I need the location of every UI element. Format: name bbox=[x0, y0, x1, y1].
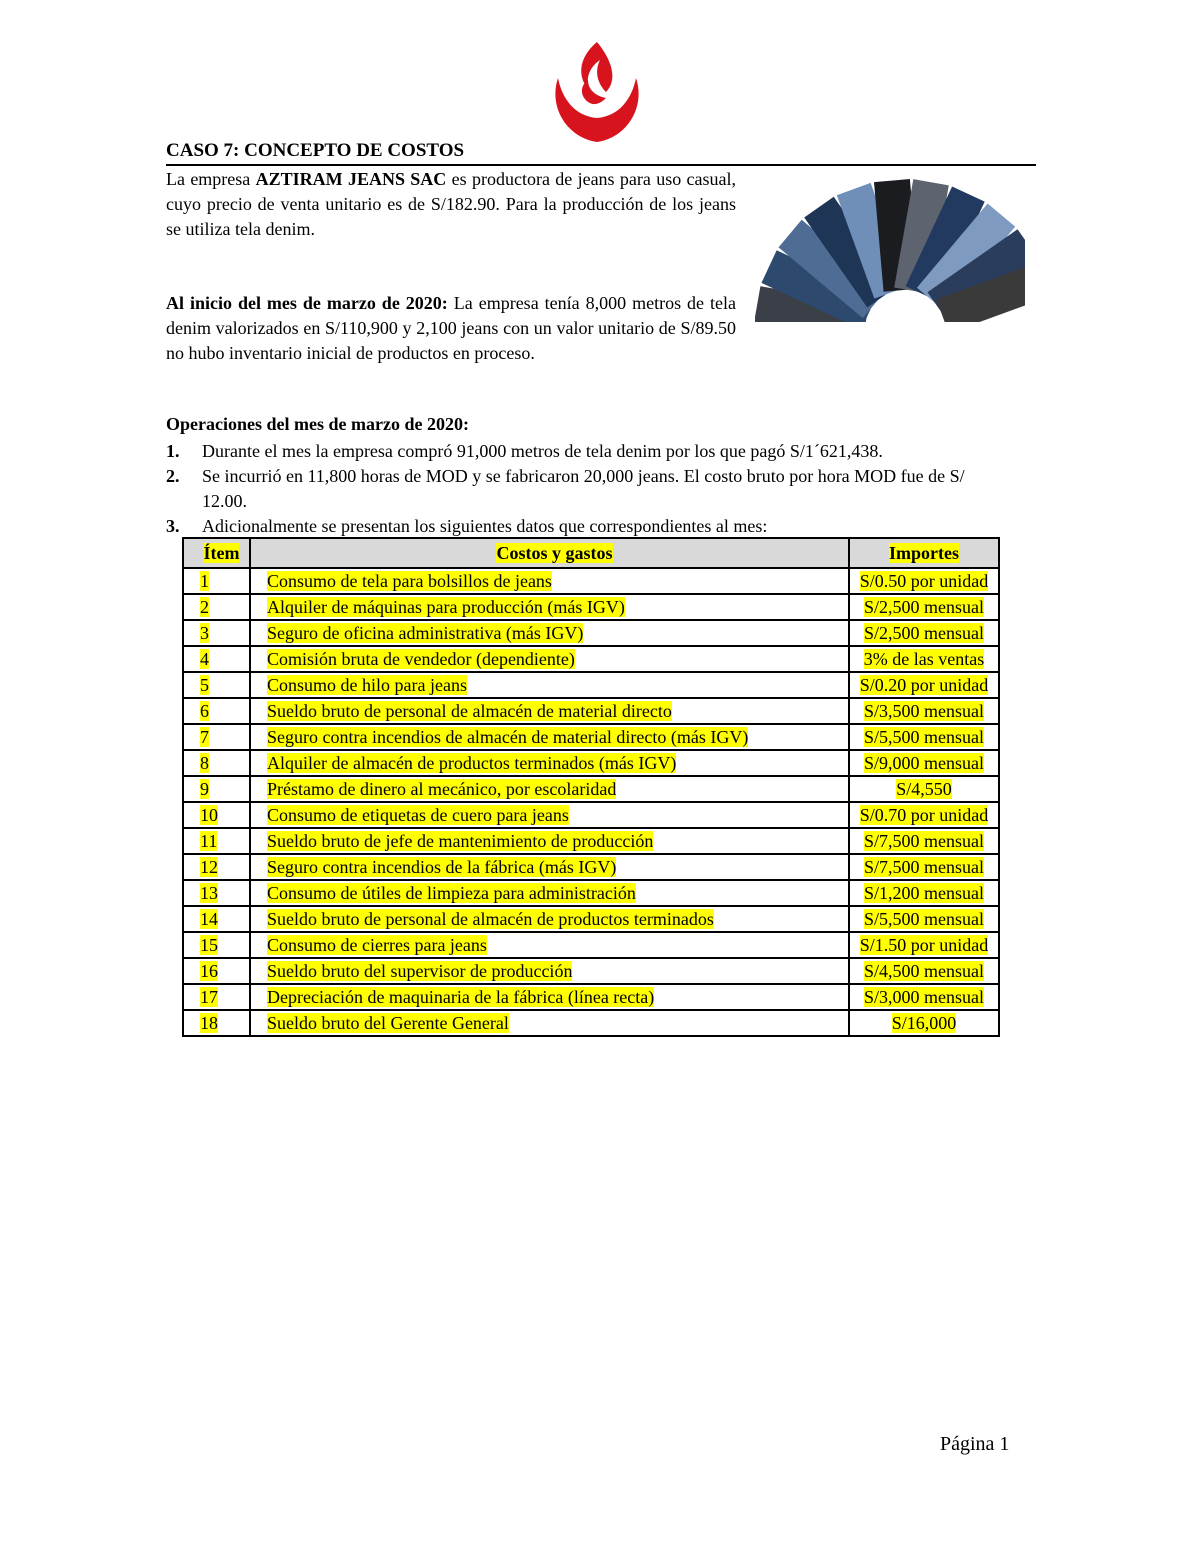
cell-desc: Sueldo bruto del Gerente General bbox=[250, 1010, 849, 1036]
inicio-text: La empresa tenía 8,000 metros de tela denim valorizados en S/110,900 y 2,100 jeans con un valor unitario de S/89.50 no hubo inventario inicial de productos en proceso. bbox=[166, 293, 736, 363]
intro-prefix: La empresa bbox=[166, 169, 256, 189]
cell-item: 6 bbox=[183, 698, 250, 724]
cell-item: 9 bbox=[183, 776, 250, 802]
table-row bbox=[183, 854, 999, 880]
table-row bbox=[183, 568, 999, 594]
cell-item: 13 bbox=[183, 880, 250, 906]
cell-desc: Comisión bruta de vendedor (dependiente) bbox=[250, 646, 849, 672]
table-header-row bbox=[183, 538, 999, 568]
cell-desc: Sueldo bruto de personal de almacén de productos terminados bbox=[250, 906, 849, 932]
cell-desc: Seguro de oficina administrativa (más IGV) bbox=[250, 620, 849, 646]
list-number: 1. bbox=[166, 441, 180, 461]
table-row bbox=[183, 828, 999, 854]
cell-item: 17 bbox=[183, 984, 250, 1010]
cell-item: 18 bbox=[183, 1010, 250, 1036]
cell-amount: S/3,500 mensual bbox=[849, 698, 999, 724]
cell-item: 2 bbox=[183, 594, 250, 620]
cell-desc: Consumo de hilo para jeans bbox=[250, 672, 849, 698]
list-item bbox=[166, 464, 1006, 514]
cell-amount: S/0.20 por unidad bbox=[849, 672, 999, 698]
intro-paragraph bbox=[166, 167, 736, 242]
intro-suffix: es productora de jeans para uso casual, cuyo precio de venta unitario es de S/182.90. Para la producción de los jeans se utiliza tela denim. bbox=[166, 169, 737, 239]
header-desc: Costos y gastos bbox=[250, 538, 849, 568]
list-item bbox=[166, 439, 1006, 464]
cell-desc: Seguro contra incendios de la fábrica (más IGV) bbox=[250, 854, 849, 880]
cell-amount: S/16,000 bbox=[849, 1010, 999, 1036]
cell-item: 15 bbox=[183, 932, 250, 958]
table-row bbox=[183, 958, 999, 984]
cell-item: 10 bbox=[183, 802, 250, 828]
cell-amount: S/1.50 por unidad bbox=[849, 932, 999, 958]
cell-desc: Consumo de etiquetas de cuero para jeans bbox=[250, 802, 849, 828]
cell-item: 7 bbox=[183, 724, 250, 750]
table-row bbox=[183, 620, 999, 646]
header-amount: Importes bbox=[849, 538, 999, 568]
list-text: Durante el mes la empresa compró 91,000 metros de tela denim por los que pagó S/1´621,438. bbox=[202, 441, 883, 461]
cell-desc: Seguro contra incendios de almacén de material directo (más IGV) bbox=[250, 724, 849, 750]
cell-item: 3 bbox=[183, 620, 250, 646]
cell-desc: Sueldo bruto de personal de almacén de material directo bbox=[250, 698, 849, 724]
cell-item: 1 bbox=[183, 568, 250, 594]
table-row bbox=[183, 906, 999, 932]
cell-item: 5 bbox=[183, 672, 250, 698]
cell-amount: S/0.70 por unidad bbox=[849, 802, 999, 828]
cell-amount: S/2,500 mensual bbox=[849, 594, 999, 620]
cell-amount: S/5,500 mensual bbox=[849, 724, 999, 750]
table-row bbox=[183, 880, 999, 906]
cell-amount: S/2,500 mensual bbox=[849, 620, 999, 646]
page-number: Página 1 bbox=[940, 1433, 1010, 1455]
operations-heading: Operaciones del mes de marzo de 2020: bbox=[166, 414, 469, 434]
cell-amount: S/4,500 mensual bbox=[849, 958, 999, 984]
cell-amount: S/4,550 bbox=[849, 776, 999, 802]
cell-desc: Consumo de cierres para jeans bbox=[250, 932, 849, 958]
table-row bbox=[183, 776, 999, 802]
cell-amount: S/3,000 mensual bbox=[849, 984, 999, 1010]
university-logo bbox=[548, 38, 646, 148]
cell-item: 4 bbox=[183, 646, 250, 672]
list-text: Se incurrió en 11,800 horas de MOD y se fabricaron 20,000 jeans. El costo bruto por hora MOD fue de S/ 12.00. bbox=[202, 466, 965, 511]
cell-amount: S/5,500 mensual bbox=[849, 906, 999, 932]
table-row bbox=[183, 698, 999, 724]
cell-amount: S/7,500 mensual bbox=[849, 854, 999, 880]
cell-item: 16 bbox=[183, 958, 250, 984]
operations-list bbox=[166, 439, 1006, 539]
table-row bbox=[183, 932, 999, 958]
company-name: AZTIRAM JEANS SAC bbox=[255, 169, 447, 189]
costs-table bbox=[182, 537, 1000, 1037]
list-number: 2. bbox=[166, 466, 180, 486]
cell-desc: Sueldo bruto del supervisor de producción bbox=[250, 958, 849, 984]
list-text: Adicionalmente se presentan los siguientes datos que correspondientes al mes: bbox=[202, 516, 768, 536]
cell-amount: S/0.50 por unidad bbox=[849, 568, 999, 594]
table-row bbox=[183, 724, 999, 750]
table-row bbox=[183, 984, 999, 1010]
inicio-label: Al inicio del mes de marzo de 2020: bbox=[166, 293, 448, 313]
header-item: Ítem bbox=[183, 538, 250, 568]
cell-desc: Préstamo de dinero al mecánico, por escolaridad bbox=[250, 776, 849, 802]
cell-desc: Alquiler de máquinas para producción (más IGV) bbox=[250, 594, 849, 620]
table-row bbox=[183, 594, 999, 620]
table-row bbox=[183, 672, 999, 698]
cell-amount: 3% de las ventas bbox=[849, 646, 999, 672]
cell-desc: Consumo de útiles de limpieza para administración bbox=[250, 880, 849, 906]
table-row bbox=[183, 750, 999, 776]
case-title: CASO 7: CONCEPTO DE COSTOS bbox=[166, 140, 1036, 166]
cell-desc: Sueldo bruto de jefe de mantenimiento de producción bbox=[250, 828, 849, 854]
cell-amount: S/7,500 mensual bbox=[849, 828, 999, 854]
cell-desc: Alquiler de almacén de productos terminados (más IGV) bbox=[250, 750, 849, 776]
cell-item: 11 bbox=[183, 828, 250, 854]
table-row bbox=[183, 802, 999, 828]
list-number: 3. bbox=[166, 516, 180, 536]
cell-amount: S/1,200 mensual bbox=[849, 880, 999, 906]
cell-desc: Depreciación de maquinaria de la fábrica (línea recta) bbox=[250, 984, 849, 1010]
cell-item: 14 bbox=[183, 906, 250, 932]
cell-desc: Consumo de tela para bolsillos de jeans bbox=[250, 568, 849, 594]
table-row bbox=[183, 646, 999, 672]
inicio-paragraph bbox=[166, 291, 736, 366]
list-item bbox=[166, 514, 1006, 539]
cell-item: 12 bbox=[183, 854, 250, 880]
cell-amount: S/9,000 mensual bbox=[849, 750, 999, 776]
jeans-fan-image bbox=[755, 170, 1025, 322]
table-row bbox=[183, 1010, 999, 1036]
cell-item: 8 bbox=[183, 750, 250, 776]
